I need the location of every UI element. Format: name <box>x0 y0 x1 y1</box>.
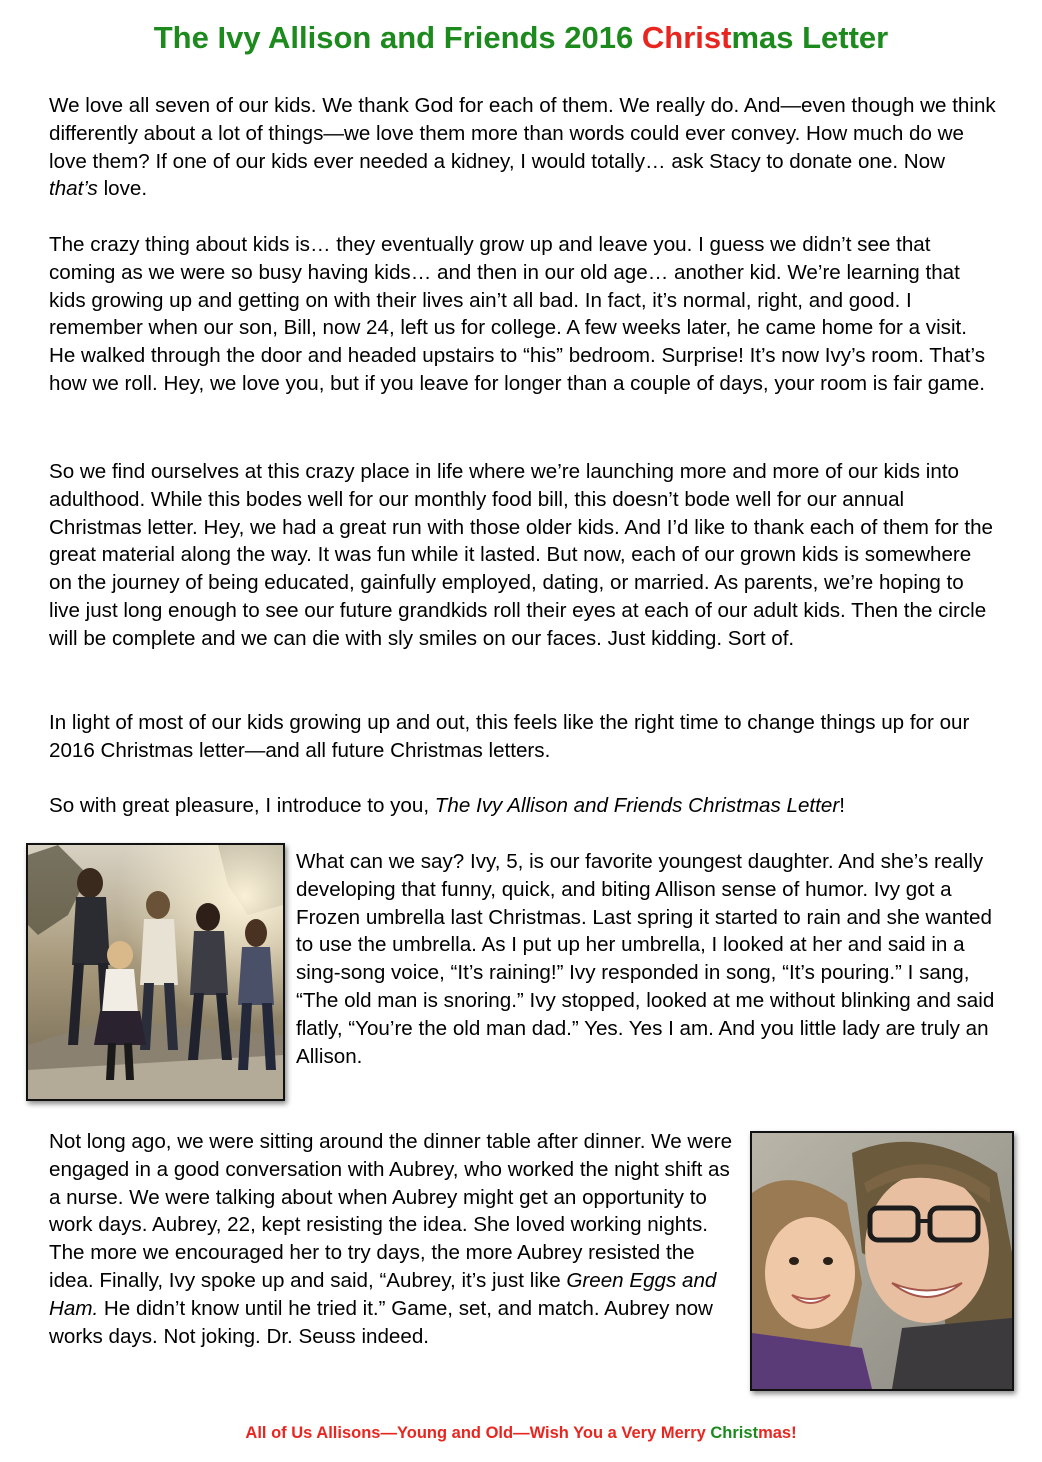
selfie-photo-image <box>752 1133 1012 1389</box>
family-photo-girls-outdoors <box>26 843 285 1101</box>
title-part-1: The Ivy Allison and Friends 2016 <box>153 20 642 55</box>
letter-title <box>0 16 1042 60</box>
p5-text-b: ! <box>839 794 845 817</box>
selfie-photo-ivy-aubrey <box>750 1131 1014 1391</box>
paragraph-launching-kids: So we find ourselves at this crazy place in life where we’re launching more and more of our kids into adulthood. While this bodes well for our monthly food bill, this doesn’t bode well for our annual Christmas letter. Hey, we had a great run with those older kids. And I’d like to thank each of them for the great material along the way. It was fun while it lasted. But now, each of our grown kids is somewhere on the journey of being educated, gainfully employed, dating, or married. As parents, we’re hoping to live just long enough to see our future grandkids roll their eyes at each of our adult kids. Then the circle will be complete and we can die with sly smiles on our faces. Just kidding. Sort of. <box>49 460 993 650</box>
p1-text-a: We love all seven of our kids. We thank God for each of them. We really do. And—even though we think differently about a lot of things—we love them more than words could ever convey. How much do we love them? If one of our kids ever needed a kidney, I would totally… ask Stacy to donate one. Now <box>49 94 996 173</box>
paragraph-kids-love <box>49 92 999 203</box>
p1-text-b: love. <box>97 177 148 201</box>
paragraph-change-things-up: In light of most of our kids growing up and out, this feels like the right time to change things up for our 2016 Christmas letter—and all future Christmas letters. <box>49 711 970 762</box>
title-part-3: mas Letter <box>731 20 889 55</box>
paragraph-introduction <box>49 792 999 820</box>
paragraph-aubrey-green-eggs <box>49 1128 739 1350</box>
p5-text-a: So with great pleasure, I introduce to you, <box>49 794 435 817</box>
title-christ-red: Christ <box>641 20 732 55</box>
p7-text-a: Not long ago, we were sitting around the dinner table after dinner. We were engaged in a good conversation with Aubrey, who worked the night shift as a nurse. We were talking about when Aubrey might get an opportunity to work days. Aubrey, 22, kept resisting the idea. She loved working nights. The more we encouraged her to try days, the more Aubrey resisted the idea. Finally, Ivy spoke up and said, “Aubrey, it’s just like <box>49 1130 733 1292</box>
p5-emphasis: The Ivy Allison and Friends Christmas Letter <box>434 794 840 817</box>
paragraph-kids-grow-up: The crazy thing about kids is… they eventually grow up and leave you. I guess we didn’t see that coming as we were so busy having kids… and then in our old age… another kid. We’re learning that kids growing up and getting on with their lives ain’t all bad. In fact, it’s normal, right, and good. I remember when our son, Bill, now 24, left us for college. A few weeks later, he came home for a visit. He walked through the door and headed upstairs to “his” bedroom. Surprise! It’s now Ivy’s room. That’s how we roll. Hey, we love you, but if you leave for longer than a couple of days, your room is fair game. <box>49 233 985 395</box>
footer-part-1: All of Us Allisons—Young and Old—Wish You a Very Merry <box>245 1424 711 1442</box>
paragraph-ivy-umbrella: What can we say? Ivy, 5, is our favorite youngest daughter. And she’s really developing that funny, quick, and biting Allison sense of humor. Ivy got a Frozen umbrella last Christmas. Last spring it started to rain and she wanted to use the umbrella. As I put up her umbrella, I looked at her and said in a sing-song voice, “It’s raining!” Ivy responded in song, “It’s pouring.” I sang, “The old man is snoring.” Ivy stopped, looked at me without blinking and said flatly, “You’re the old man dad.” Yes. Yes I am. And you little lady are truly an Allison. <box>296 850 995 1068</box>
p7-text-b: He didn’t know until he tried it.” Game, set, and match. Aubrey now works days. Not joking. Dr. Seuss indeed. <box>49 1296 713 1348</box>
closing-greeting <box>0 1422 1042 1444</box>
footer-christ-green: Christ <box>710 1424 759 1442</box>
p7-emphasis: Green Eggs and Ham. <box>49 1268 717 1320</box>
footer-part-3: mas! <box>758 1424 797 1442</box>
family-photo-image <box>28 845 283 1099</box>
p1-emphasis: that’s <box>49 177 98 201</box>
